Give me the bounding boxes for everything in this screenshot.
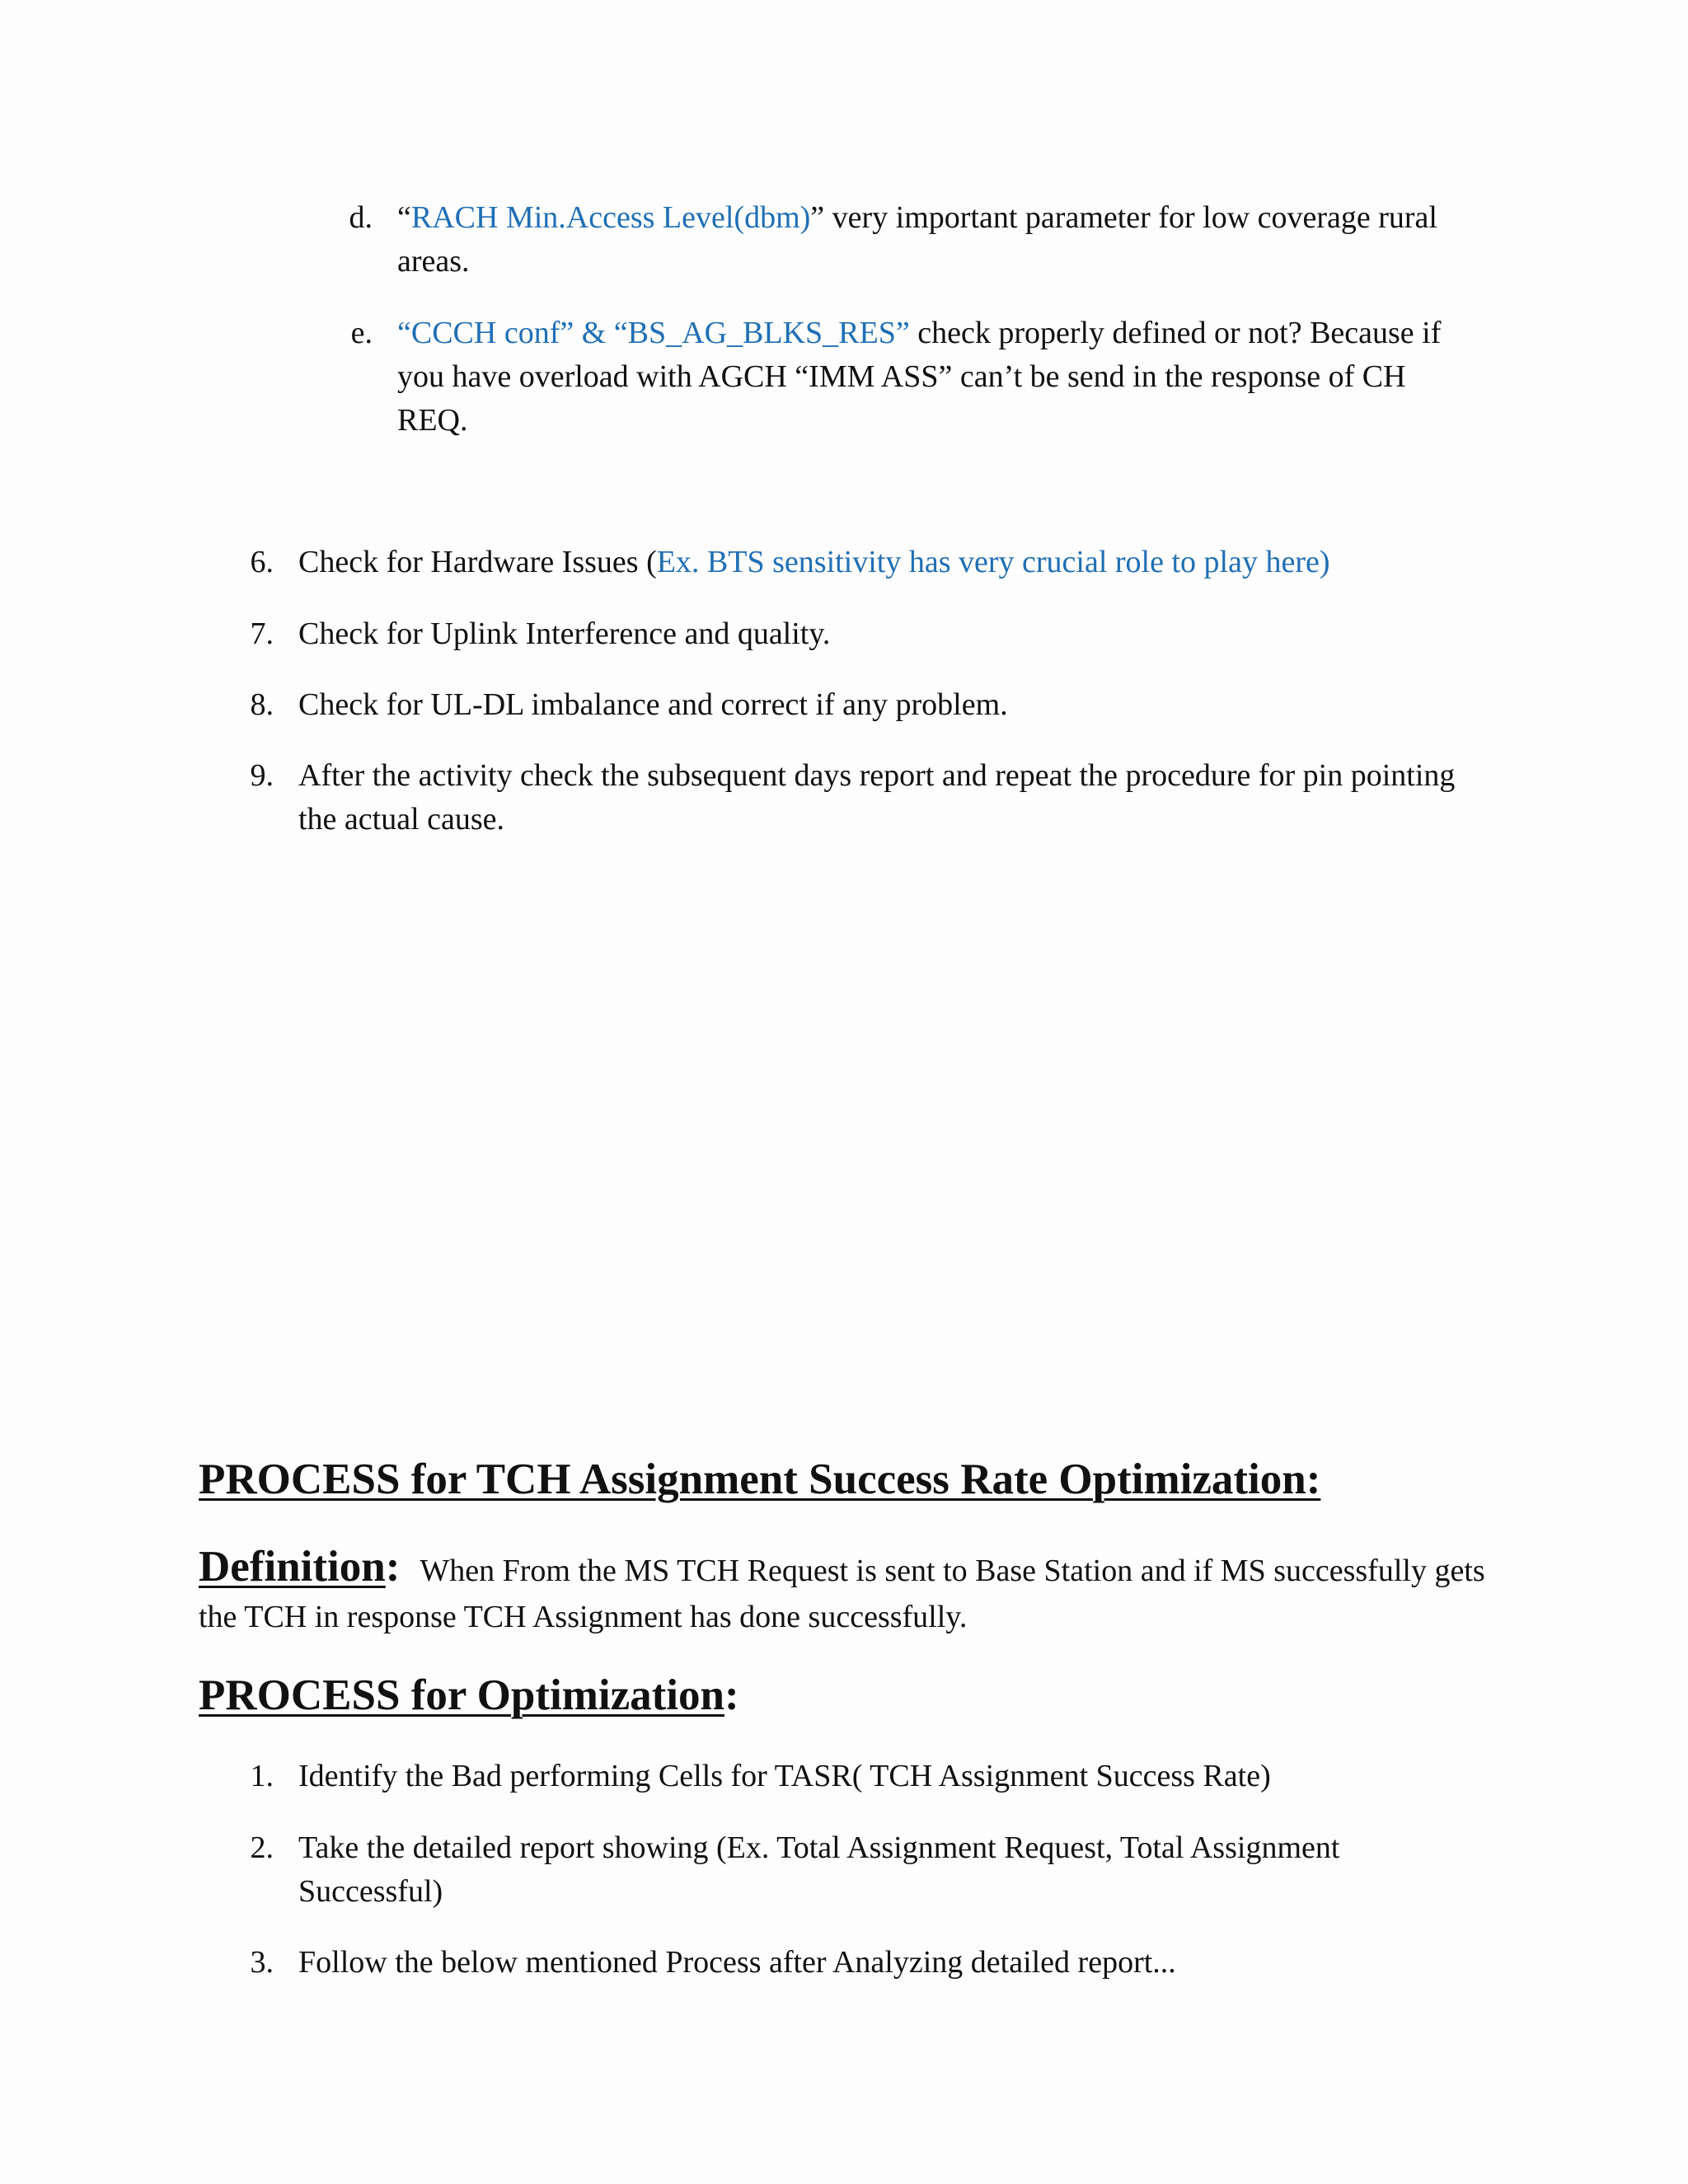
step-text: Follow the below mentioned Process after Analyzing detailed report... [298, 1945, 1176, 1980]
list-marker: 7. [250, 616, 274, 651]
list-marker: 3. [250, 1945, 274, 1980]
list-marker: 9. [250, 758, 274, 793]
list-item-lead: Check for Hardware Issues ( [298, 545, 657, 579]
process-heading [199, 1671, 739, 1720]
list-marker: 6. [250, 545, 274, 579]
list-marker: 2. [250, 1830, 274, 1865]
section-heading: PROCESS for TCH Assignment Success Rate Optimization: [199, 1455, 1321, 1503]
parameter-highlight: “CCCH conf” & “BS_AG_BLKS_RES” [397, 316, 910, 350]
list-marker: e. [350, 316, 373, 350]
list-item-rest: check properly defined or not? Because if you have overload with AGCH “IMM ASS” can’t be send in the response of CH REQ. [397, 316, 1442, 438]
list-marker: d. [349, 200, 373, 235]
definition-paragraph [199, 1544, 1501, 1640]
definition-colon: : [385, 1543, 401, 1591]
list-item-rest: ” very important parameter for low coverage rural areas. [397, 200, 1437, 279]
definition-label: Definition [199, 1543, 386, 1591]
list-item-text: After the activity check the subsequent days report and repeat the procedure for pin pointing the actual cause. [298, 758, 1456, 837]
list-marker: 8. [250, 687, 274, 722]
step-text: Take the detailed report showing (Ex. Total Assignment Request, Total Assignment Successful) [298, 1830, 1340, 1909]
parameter-highlight: RACH Min.Access Level(dbm) [410, 200, 811, 235]
process-heading-text: PROCESS for Optimization [199, 1671, 724, 1719]
process-heading-colon: : [724, 1671, 739, 1719]
example-highlight: Ex. BTS sensitivity has very crucial role to play here) [656, 545, 1330, 579]
list-marker: 1. [250, 1759, 274, 1793]
step-text: Identify the Bad performing Cells for TASR( TCH Assignment Success Rate) [298, 1759, 1271, 1793]
list-item-text: Check for Uplink Interference and quality. [298, 616, 831, 651]
quote-open: “ [397, 200, 411, 235]
definition-text: When From the MS TCH Request is sent to Base Station and if MS successfully gets the TCH in response TCH Assignment has done successfully. [199, 1554, 1485, 1634]
list-item-text [397, 196, 1477, 284]
list-item-text [397, 312, 1477, 443]
list-item-text: Check for UL-DL imbalance and correct if any problem. [298, 687, 1008, 722]
list-item-text [298, 541, 1469, 584]
